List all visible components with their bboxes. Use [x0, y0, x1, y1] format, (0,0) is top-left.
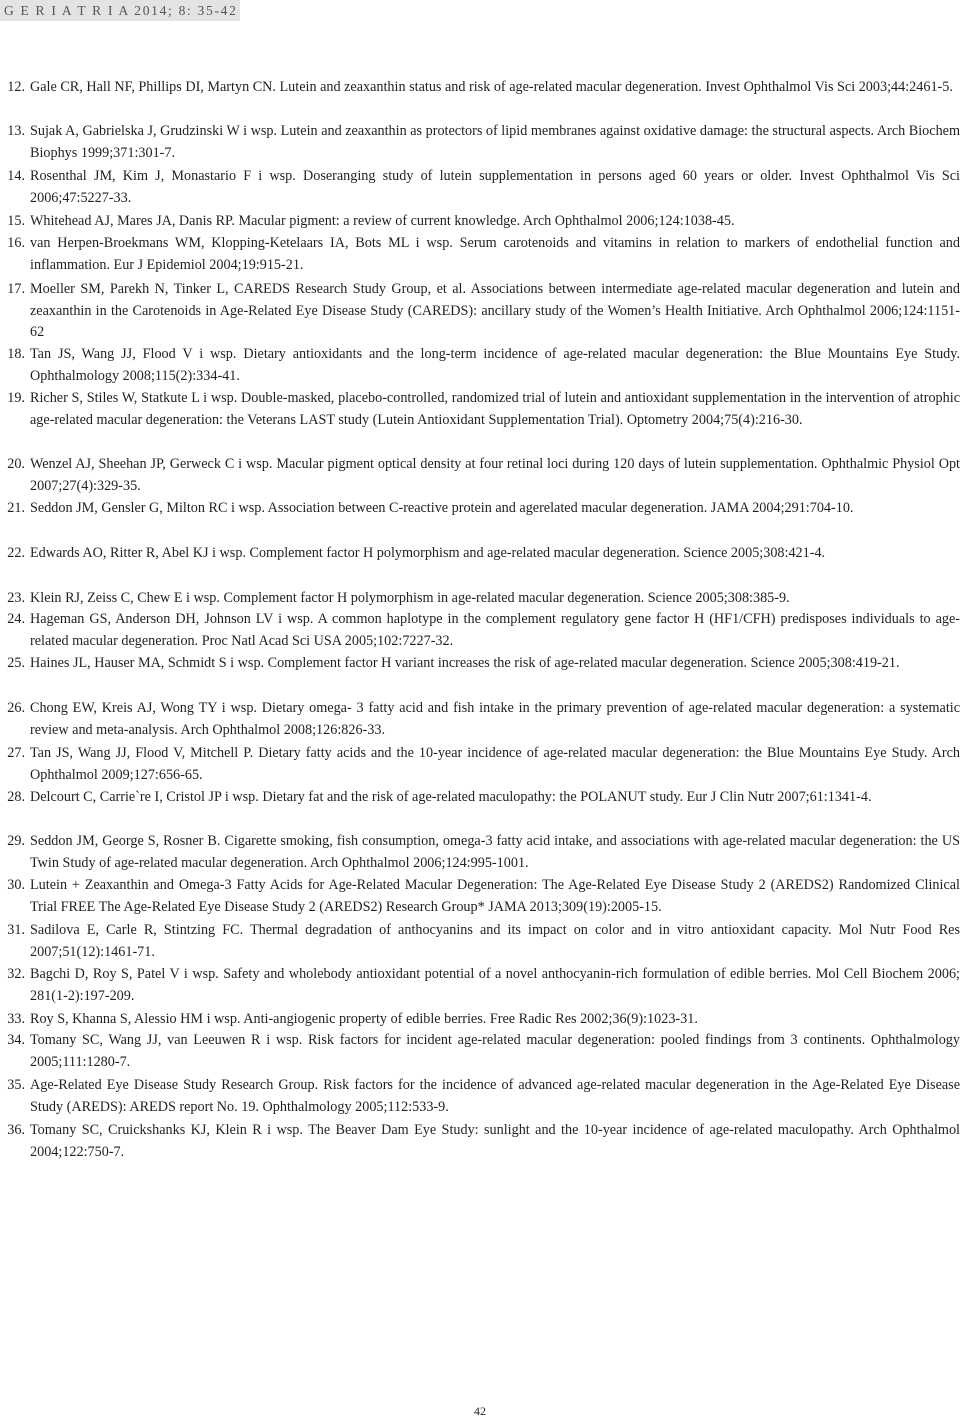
reference-text: Richer S, Stiles W, Statkute L i wsp. Double-masked, placebo-controlled, randomized trial of lutein and antioxidant supplementation in the intervention of atrophic age-related macular degeneration: the Veterans LAST study (Lutein Antioxidant Supplementation Trial). Optometry 2004;75(4):216-30. — [30, 390, 960, 428]
reference-text: Tomany SC, Wang JJ, van Leeuwen R i wsp. Risk factors for incident age-related macular degeneration: pooled findings from 3 continents. Ophthalmology 2005;111:1280-7. — [30, 1032, 960, 1070]
reference-number: 12. — [7, 79, 25, 95]
reference-number: 28. — [7, 789, 25, 805]
reference-text: Klein RJ, Zeiss C, Chew E i wsp. Complement factor H polymorphism in age-related macular degeneration. Science 2005;308:385-9. — [30, 590, 790, 606]
reference-text: Moeller SM, Parekh N, Tinker L, CAREDS Research Study Group, et al. Associations between intermediate age-related macular degeneration and lutein and zeaxanthin in the Carotenoids in Age-Related Eye Disease Study (CAREDS): ancillary study of the Women’s Health Initiative. Arch Ophthalmol 2006;124:1151-62 — [30, 281, 960, 340]
reference-number: 26. — [7, 700, 25, 716]
reference-text: Sadilova E, Carle R, Stintzing FC. Thermal degradation of anthocyanins and its impact on color and in vitro antioxidant capacity. Mol Nutr Food Res 2007;51(12):1461-71. — [30, 922, 960, 960]
page-number: 42 — [474, 1404, 486, 1418]
reference-number: 21. — [7, 500, 25, 516]
reference-number: 19. — [7, 390, 25, 406]
reference-number: 29. — [7, 833, 25, 849]
reference-number: 17. — [7, 281, 25, 297]
reference-number: 23. — [7, 590, 25, 606]
reference-number: 32. — [7, 966, 25, 982]
reference-text: Lutein + Zeaxanthin and Omega-3 Fatty Acids for Age-Related Macular Degeneration: The Age-Related Eye Disease Study 2 (AREDS2) Randomized Clinical Trial FREE The Age-Related Eye Disease Study 2 (AREDS2) Research Group* JAMA 2013;309(19):2005-15. — [30, 877, 960, 915]
reference-text: Seddon JM, George S, Rosner B. Cigarette smoking, fish consumption, omega-3 fatty acid intake, and associations with age-related macular degeneration: the US Twin Study of age-related macular degeneration. Arch Ophthalmol 2006;124:995-1001. — [30, 833, 960, 871]
reference-text: Wenzel AJ, Sheehan JP, Gerweck C i wsp. Macular pigment optical density at four retinal loci during 120 days of lutein supplementation. Ophthalmic Physiol Opt 2007;27(4):329-35. — [30, 456, 960, 494]
reference-text: Rosenthal JM, Kim J, Monastario F i wsp. Doseranging study of lutein supplementation in persons aged 60 years or older. Invest Ophthalmol Vis Sci 2006;47:5227-33. — [30, 168, 960, 206]
reference-number: 34. — [7, 1032, 25, 1048]
running-header: G E R I A T R I A 2014; 8: 35-42 — [0, 0, 240, 21]
reference-number: 14. — [7, 168, 25, 184]
reference-number: 15. — [7, 213, 25, 229]
reference-text: Seddon JM, Gensler G, Milton RC i wsp. Association between C-reactive protein and agerelated macular degeneration. JAMA 2004;291:704-10. — [30, 500, 854, 516]
reference-text: Whitehead AJ, Mares JA, Danis RP. Macular pigment: a review of current knowledge. Arch Ophthalmol 2006;124:1038-45. — [30, 213, 735, 229]
reference-text: Age-Related Eye Disease Study Research Group. Risk factors for the incidence of advanced age-related macular degeneration in the Age-Related Eye Disease Study (AREDS): AREDS report No. 19. Ophthalmology 2005;112:533-9. — [30, 1077, 960, 1115]
reference-number: 18. — [7, 346, 25, 362]
reference-number: 24. — [7, 611, 25, 627]
reference-text: Sujak A, Gabrielska J, Grudzinski W i wsp. Lutein and zeaxanthin as protectors of lipid membranes against oxidative damage: the structural aspects. Arch Biochem Biophys 1999;371:301-7. — [30, 123, 960, 161]
reference-text: Haines JL, Hauser MA, Schmidt S i wsp. Complement factor H variant increases the risk of age-related macular degeneration. Science 2005;308:419-21. — [30, 655, 900, 671]
reference-number: 13. — [7, 123, 25, 139]
reference-text: Hageman GS, Anderson DH, Johnson LV i wsp. A common haplotype in the complement regulatory gene factor H (HF1/CFH) predisposes individuals to age-related macular degeneration. Proc Natl Acad Sci USA 2005;102:7227-32. — [30, 611, 960, 649]
reference-text: Chong EW, Kreis AJ, Wong TY i wsp. Dietary omega- 3 fatty acid and fish intake in the primary prevention of age-related macular degeneration: a systematic review and meta-analysis. Arch Ophthalmol 2008;126:826-33. — [30, 700, 960, 738]
reference-number: 22. — [7, 545, 25, 561]
reference-text: Tan JS, Wang JJ, Flood V i wsp. Dietary antioxidants and the long-term incidence of age-related macular degeneration: the Blue Mountains Eye Study. Ophthalmology 2008;115(2):334-41. — [30, 346, 960, 384]
reference-text: Delcourt C, Carrie`re I, Cristol JP i wsp. Dietary fat and the risk of age-related maculopathy: the POLANUT study. Eur J Clin Nutr 2007;61:1341-4. — [30, 789, 872, 805]
reference-number: 16. — [7, 235, 25, 251]
reference-text: van Herpen-Broekmans WM, Klopping-Ketelaars IA, Bots ML i wsp. Serum carotenoids and vitamins in relation to markers of endothelial function and inflammation. Eur J Epidemiol 2004;19:915-21. — [30, 235, 960, 273]
reference-text: Bagchi D, Roy S, Patel V i wsp. Safety and wholebody antioxidant potential of a novel anthocyanin-rich formulation of edible berries. Mol Cell Biochem 2006; 281(1-2):197-209. — [30, 966, 960, 1004]
reference-text: Edwards AO, Ritter R, Abel KJ i wsp. Complement factor H polymorphism and age-related macular degeneration. Science 2005;308:421-4. — [30, 545, 826, 561]
reference-number: 27. — [7, 745, 25, 761]
reference-text: Roy S, Khanna S, Alessio HM i wsp. Anti-angiogenic property of edible berries. Free Radic Res 2002;36(9):1023-31. — [30, 1011, 698, 1027]
reference-text: Tan JS, Wang JJ, Flood V, Mitchell P. Dietary fatty acids and the 10-year incidence of age-related macular degeneration: the Blue Mountains Eye Study. Arch Ophthalmol 2009;127:656-65. — [30, 745, 960, 783]
reference-text: Tomany SC, Cruickshanks KJ, Klein R i wsp. The Beaver Dam Eye Study: sunlight and the 10-year incidence of age-related maculopathy. Arch Ophthalmol 2004;122:750-7. — [30, 1122, 960, 1160]
reference-number: 20. — [7, 456, 25, 472]
reference-number: 33. — [7, 1011, 25, 1027]
reference-number: 36. — [7, 1122, 25, 1138]
reference-number: 25. — [7, 655, 25, 671]
reference-number: 30. — [7, 877, 25, 893]
reference-number: 35. — [7, 1077, 25, 1093]
reference-text: Gale CR, Hall NF, Phillips DI, Martyn CN. Lutein and zeaxanthin status and risk of age-related macular degeneration. Invest Ophthalmol Vis Sci 2003;44:2461-5. — [30, 79, 953, 95]
reference-number: 31. — [7, 922, 25, 938]
